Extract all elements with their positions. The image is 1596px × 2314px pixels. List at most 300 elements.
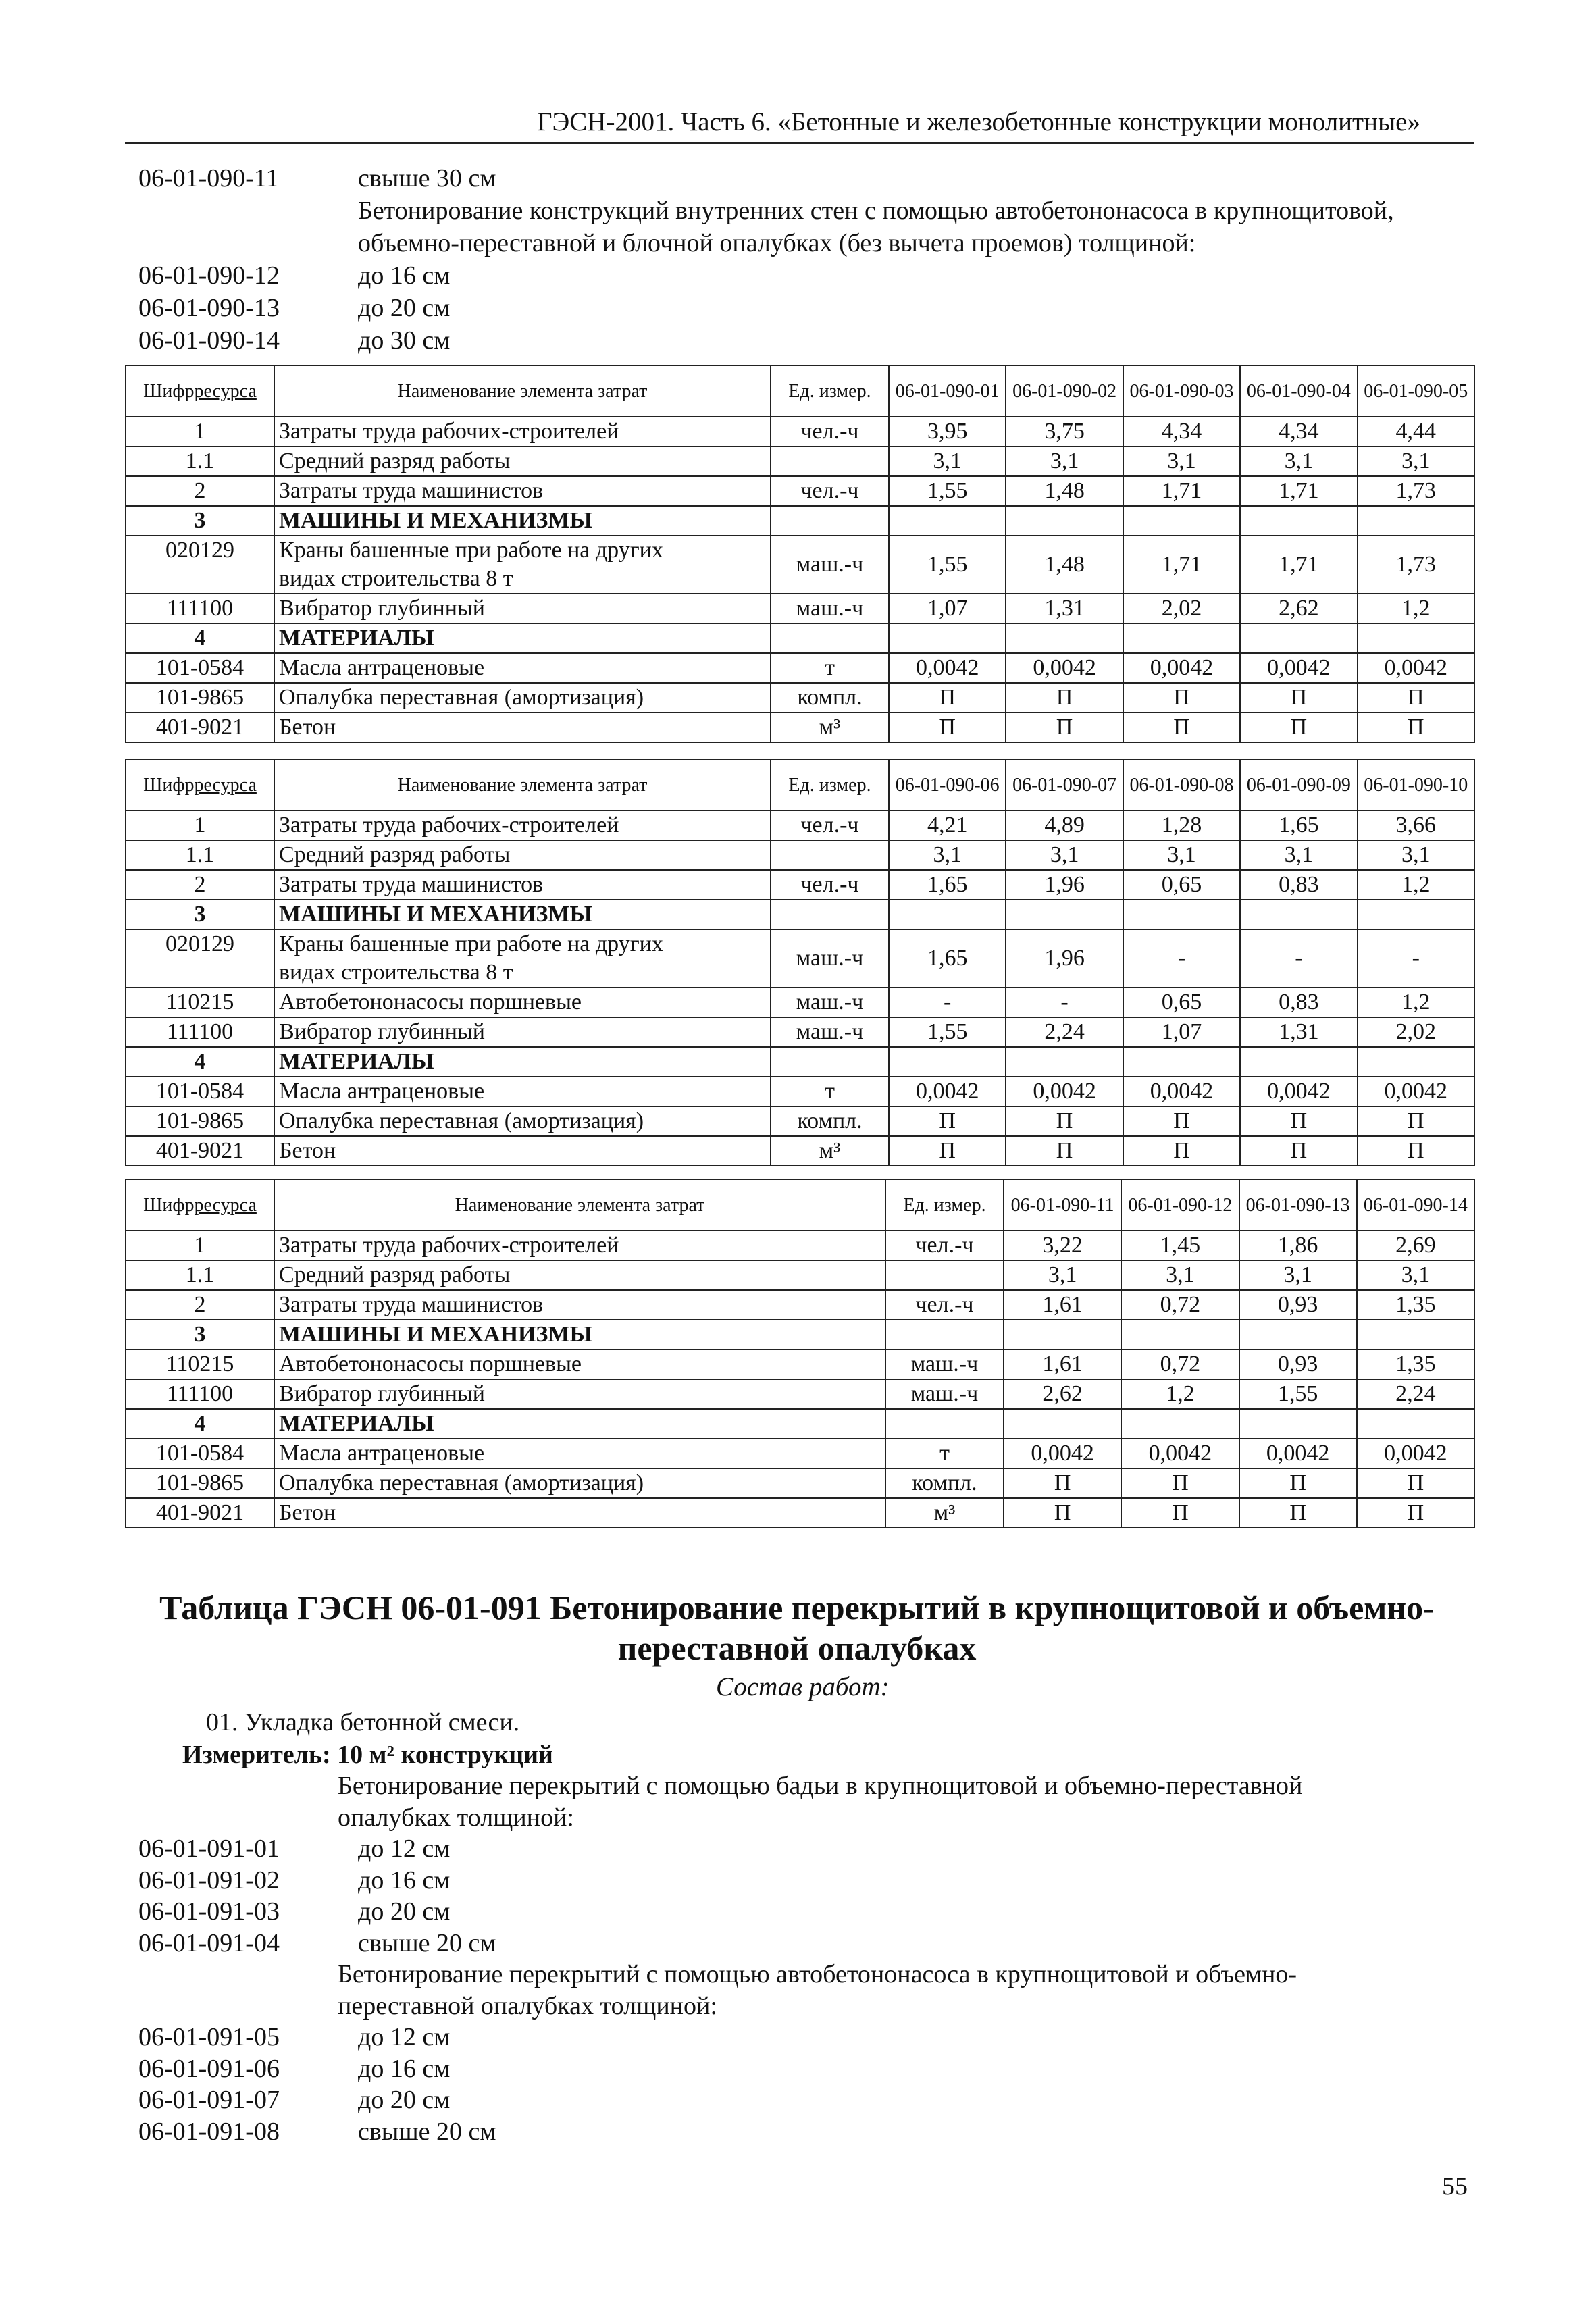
resource-unit: маш.-ч	[771, 987, 889, 1017]
resource-unit	[885, 1409, 1004, 1439]
norm-value: 0,83	[1240, 870, 1357, 900]
table-row	[126, 713, 1474, 742]
resource-name	[274, 653, 771, 683]
resource-code: 401-9021	[126, 1498, 274, 1528]
norm-value	[1123, 623, 1240, 653]
norm-value: 1,45	[1121, 1231, 1239, 1260]
norm-value: 0,0042	[1358, 653, 1474, 683]
item-text: до 30 см	[358, 326, 451, 355]
norm-column-header	[889, 759, 1006, 811]
table-row	[126, 811, 1474, 840]
resource-name	[274, 1349, 885, 1379]
norm-value: 0,0042	[1123, 1077, 1240, 1106]
norm-value: 1,96	[1006, 929, 1123, 987]
norm-column-header	[1240, 365, 1357, 417]
resource-code: 111100	[126, 1017, 274, 1047]
norm-value	[1240, 623, 1357, 653]
resource-unit: маш.-ч	[771, 594, 889, 623]
resource-name	[274, 929, 771, 987]
norm-value: 2,69	[1357, 1231, 1474, 1260]
norm-value: 1,31	[1240, 1017, 1357, 1047]
resource-name-line-1: Средний разряд работы	[279, 842, 511, 867]
norm-value: П	[1006, 1136, 1123, 1166]
work-step: 01. Укладка бетонной смеси.	[206, 1708, 520, 1737]
resource-code: 401-9021	[126, 713, 274, 742]
norm-value	[1121, 1320, 1239, 1349]
resource-name-line-1: Затраты труда машинистов	[279, 478, 544, 503]
norm-value: П	[889, 1106, 1006, 1136]
resource-name-line-1: Вибратор глубинный	[279, 1381, 485, 1406]
norm-value: 0,0042	[1006, 653, 1123, 683]
norm-column-header	[1357, 1179, 1474, 1231]
norm-value: П	[1006, 683, 1123, 713]
norm-value: 1,73	[1358, 536, 1474, 594]
norm-value	[1358, 900, 1474, 929]
norm-value: 1,71	[1123, 476, 1240, 506]
table-row	[126, 417, 1474, 446]
resource-name-line-1: МАТЕРИАЛЫ	[279, 1411, 434, 1436]
norm-value: -	[1240, 929, 1357, 987]
norm-value: 0,65	[1123, 870, 1240, 900]
resource-code: 3	[126, 900, 274, 929]
resource-name	[274, 1260, 885, 1290]
resource-name-line-1: МАШИНЫ И МЕХАНИЗМЫ	[279, 902, 592, 927]
section-title	[138, 1587, 1456, 1668]
norm-value: 0,0042	[1121, 1439, 1239, 1468]
resource-name	[274, 900, 771, 929]
norm-value: 1,07	[889, 594, 1006, 623]
item-text: свыше 20 см	[358, 1928, 496, 1957]
norm-value: 1,71	[1240, 536, 1357, 594]
norm-value: 0,0042	[1004, 1439, 1121, 1468]
table-row	[126, 623, 1474, 653]
table-row	[126, 1231, 1474, 1260]
resource-unit: компл.	[771, 683, 889, 713]
norm-value	[1004, 1320, 1121, 1349]
header-row	[126, 1179, 1474, 1231]
norm-value: 4,89	[1006, 811, 1123, 840]
item-code: 06-01-091-06	[138, 2054, 280, 2083]
norm-value	[1239, 1409, 1357, 1439]
norm-value: -	[889, 987, 1006, 1017]
norm-column-header	[1123, 759, 1240, 811]
norm-value: -	[1123, 929, 1240, 987]
resource-table-3	[125, 1179, 1475, 1528]
norm-value: 4,34	[1123, 417, 1240, 446]
norm-value: 0,93	[1239, 1349, 1357, 1379]
norm-value	[1358, 1047, 1474, 1077]
table-row	[126, 1349, 1474, 1379]
item-text: Бетонирование перекрытий с помощью автобетононасоса в крупнощитовой и объемно-	[338, 1960, 1297, 1988]
item-code: 06-01-090-14	[138, 326, 280, 355]
table-row	[126, 1290, 1474, 1320]
resource-unit: маш.-ч	[771, 929, 889, 987]
resource-name	[274, 1136, 771, 1166]
norm-value: 0,83	[1240, 987, 1357, 1017]
norm-value	[1357, 1409, 1474, 1439]
norm-value: 1,61	[1004, 1290, 1121, 1320]
norm-value: П	[1121, 1498, 1239, 1528]
resource-name	[274, 446, 771, 476]
resource-name-line-1: Средний разряд работы	[279, 1262, 511, 1287]
norm-value: 0,0042	[1006, 1077, 1123, 1106]
norm-value: 3,1	[1358, 446, 1474, 476]
norm-value: П	[1121, 1468, 1239, 1498]
resource-code: 3	[126, 506, 274, 536]
norm-value: 3,1	[1358, 840, 1474, 870]
cipher-header	[126, 759, 274, 811]
name-header: Наименование элемента затрат	[274, 1179, 885, 1231]
norm-value: 4,21	[889, 811, 1006, 840]
norm-value: 3,22	[1004, 1231, 1121, 1260]
norm-value: 1,71	[1123, 536, 1240, 594]
resource-name-line-1: Средний разряд работы	[279, 448, 511, 473]
norm-value: 1,35	[1357, 1349, 1474, 1379]
norm-code-part-2: 090-01	[946, 380, 1000, 402]
resource-name	[274, 1106, 771, 1136]
resource-code: 110215	[126, 1349, 274, 1379]
norm-value: -	[1006, 987, 1123, 1017]
norm-value: -	[1358, 929, 1474, 987]
norm-value: 1,2	[1121, 1379, 1239, 1409]
norm-code-part-2: 090-10	[1414, 774, 1468, 796]
norm-code-part-2: 090-04	[1297, 380, 1351, 402]
norm-column-header	[889, 365, 1006, 417]
table-row	[126, 1017, 1474, 1047]
resource-label: ресурса	[194, 380, 257, 402]
resource-code: 101-0584	[126, 1077, 274, 1106]
norm-value: П	[1240, 1106, 1357, 1136]
norm-value: 3,1	[1006, 840, 1123, 870]
norm-value: П	[1240, 1136, 1357, 1166]
norm-value: П	[889, 683, 1006, 713]
norm-value: 2,62	[1240, 594, 1357, 623]
table-row	[126, 1409, 1474, 1439]
resource-code: 4	[126, 1409, 274, 1439]
norm-value	[1121, 1409, 1239, 1439]
resource-name	[274, 1077, 771, 1106]
name-header: Наименование элемента затрат	[274, 365, 771, 417]
resource-name-line-1: Затраты труда рабочих-строителей	[279, 1233, 619, 1258]
resource-code: 020129	[126, 536, 274, 594]
norm-value: П	[1240, 683, 1357, 713]
resource-name	[274, 1290, 885, 1320]
norm-value	[889, 900, 1006, 929]
resource-code: 1.1	[126, 840, 274, 870]
norm-value: 3,1	[889, 446, 1006, 476]
resource-name-line-1: Вибратор глубинный	[279, 1019, 485, 1044]
item-text: до 20 см	[358, 2086, 451, 2114]
norm-value	[1123, 506, 1240, 536]
norm-value	[1240, 900, 1357, 929]
norm-value	[1006, 900, 1123, 929]
item-text: Бетонирование перекрытий с помощью бадьи в крупнощитовой и объемно-переставной	[338, 1772, 1303, 1800]
norm-code-part-1: 06-01-	[1245, 1194, 1297, 1216]
item-text: до 12 см	[358, 2023, 451, 2051]
norm-value	[1357, 1320, 1474, 1349]
resource-code: 1.1	[126, 446, 274, 476]
resource-name	[274, 811, 771, 840]
resource-code: 101-0584	[126, 1439, 274, 1468]
norm-code-part-1: 06-01-	[1010, 1194, 1062, 1216]
norm-value: 0,0042	[1357, 1439, 1474, 1468]
norm-value: 3,1	[1123, 840, 1240, 870]
resource-name-line-1: Бетон	[279, 715, 336, 740]
item-text: до 16 см	[358, 1866, 451, 1895]
norm-code-part-2: 090-11	[1061, 1194, 1114, 1216]
item-text: Бетонирование конструкций внутренних стен с помощью автобетононасоса в крупнощитовой,	[358, 197, 1394, 225]
norm-value: 0,0042	[889, 1077, 1006, 1106]
resource-unit: т	[885, 1439, 1004, 1468]
norm-code-part-2: 090-09	[1297, 774, 1351, 796]
norm-code-part-1: 06-01-	[1012, 380, 1063, 402]
section-title-line-2: переставной опалубках	[617, 1629, 977, 1667]
item-text: до 12 см	[358, 1834, 451, 1863]
item-code: 06-01-091-05	[138, 2023, 280, 2051]
norm-value: 1,35	[1357, 1290, 1474, 1320]
resource-name	[274, 417, 771, 446]
norm-value	[1358, 506, 1474, 536]
norm-column-header	[1358, 365, 1474, 417]
norm-code-part-2: 090-12	[1179, 1194, 1233, 1216]
resource-code: 2	[126, 476, 274, 506]
norm-value: 1,07	[1123, 1017, 1240, 1047]
norm-value: П	[1239, 1468, 1357, 1498]
norm-value	[1123, 1047, 1240, 1077]
table-row	[126, 1379, 1474, 1409]
resource-unit: чел.-ч	[771, 476, 889, 506]
norm-value: 1,55	[889, 536, 1006, 594]
table-row	[126, 536, 1474, 594]
norm-value	[889, 623, 1006, 653]
norm-value: П	[1358, 713, 1474, 742]
resource-unit: чел.-ч	[771, 811, 889, 840]
table-row	[126, 1106, 1474, 1136]
norm-code-part-1: 06-01-	[1129, 774, 1181, 796]
norm-value: 1,73	[1358, 476, 1474, 506]
cipher-label: Шифр	[143, 1194, 195, 1216]
resource-name-line-1: Опалубка переставная (амортизация)	[279, 1108, 644, 1133]
norm-value	[1240, 1047, 1357, 1077]
resource-name	[274, 1047, 771, 1077]
norm-code-part-1: 06-01-	[895, 380, 946, 402]
table-row	[126, 506, 1474, 536]
norm-code-part-2: 090-06	[946, 774, 1000, 796]
unit-header: Ед. измер.	[771, 759, 889, 811]
resource-code: 101-9865	[126, 683, 274, 713]
resource-name	[274, 713, 771, 742]
resource-name-line-1: Краны башенные при работе на других	[279, 538, 663, 563]
resource-name-line-2: видах строительства 8 т	[279, 960, 513, 985]
resource-unit: чел.-ч	[885, 1231, 1004, 1260]
cipher-header	[126, 365, 274, 417]
norm-value: 3,66	[1358, 811, 1474, 840]
resource-code: 4	[126, 1047, 274, 1077]
norm-column-header	[1123, 365, 1240, 417]
resource-name-line-1: МАШИНЫ И МЕХАНИЗМЫ	[279, 1322, 592, 1347]
item-text: объемно-переставной и блочной опалубках (без вычета проемов) толщиной:	[358, 229, 1196, 257]
norm-value: П	[1006, 713, 1123, 742]
table-row	[126, 446, 1474, 476]
norm-value: 1,86	[1239, 1231, 1357, 1260]
norm-code-part-1: 06-01-	[895, 774, 946, 796]
norm-value: 1,55	[889, 1017, 1006, 1047]
norm-value: П	[1357, 1498, 1474, 1528]
item-text: до 16 см	[358, 261, 451, 290]
norm-value: П	[1240, 713, 1357, 742]
resource-name-line-1: Автобетононасосы поршневые	[279, 1352, 582, 1377]
item-code: 06-01-091-08	[138, 2117, 280, 2146]
norm-value: 1,65	[889, 870, 1006, 900]
norm-value: 0,0042	[1239, 1439, 1357, 1468]
resource-code: 110215	[126, 987, 274, 1017]
resource-name-line-1: Масла антраценовые	[279, 1079, 485, 1104]
resource-name-line-1: Затраты труда машинистов	[279, 872, 544, 897]
header-row	[126, 759, 1474, 811]
norm-value: П	[1358, 1136, 1474, 1166]
resource-unit: т	[771, 653, 889, 683]
norm-value: 1,28	[1123, 811, 1240, 840]
norm-value: П	[1123, 1136, 1240, 1166]
resource-name-line-2: видах строительства 8 т	[279, 566, 513, 591]
resource-code: 1	[126, 1231, 274, 1260]
norm-value: 0,72	[1121, 1349, 1239, 1379]
resource-name	[274, 683, 771, 713]
norm-value	[1006, 506, 1123, 536]
norm-value: П	[1358, 1106, 1474, 1136]
norm-value: 3,75	[1006, 417, 1123, 446]
resource-table-1	[125, 365, 1475, 743]
resource-name	[274, 1320, 885, 1349]
resource-unit: м³	[885, 1498, 1004, 1528]
norm-value: 1,2	[1358, 594, 1474, 623]
norm-value: П	[1357, 1468, 1474, 1498]
resource-unit: т	[771, 1077, 889, 1106]
norm-value: 0,93	[1239, 1290, 1357, 1320]
norm-value: 1,48	[1006, 536, 1123, 594]
norm-value: П	[1123, 713, 1240, 742]
resource-name-line-1: МАТЕРИАЛЫ	[279, 625, 434, 650]
resource-name-line-1: Краны башенные при работе на других	[279, 931, 663, 956]
table-row	[126, 476, 1474, 506]
resource-unit	[771, 840, 889, 870]
table-row	[126, 1260, 1474, 1290]
norm-code-part-1: 06-01-	[1012, 774, 1063, 796]
norm-value: 3,1	[1240, 840, 1357, 870]
norm-code-part-1: 06-01-	[1364, 380, 1414, 402]
resource-unit	[885, 1320, 1004, 1349]
norm-column-header	[1240, 759, 1357, 811]
resource-unit	[771, 623, 889, 653]
norm-value: 0,0042	[1240, 1077, 1357, 1106]
item-text: опалубках толщиной:	[338, 1803, 574, 1832]
unit-header: Ед. измер.	[771, 365, 889, 417]
norm-code-part-2: 090-13	[1296, 1194, 1350, 1216]
norm-value: 3,1	[1240, 446, 1357, 476]
table-row	[126, 1047, 1474, 1077]
resource-table-2	[125, 759, 1475, 1166]
norm-value: П	[1239, 1498, 1357, 1528]
norm-value: П	[889, 1136, 1006, 1166]
norm-column-header	[1004, 1179, 1121, 1231]
norm-code-part-1: 06-01-	[1246, 774, 1297, 796]
item-code: 06-01-091-04	[138, 1928, 280, 1957]
resource-unit: чел.-ч	[885, 1290, 1004, 1320]
resource-name	[274, 476, 771, 506]
resource-label: ресурса	[194, 1194, 257, 1216]
item-text: переставной опалубках толщиной:	[338, 1991, 717, 2020]
resource-unit	[771, 1047, 889, 1077]
resource-unit: м³	[771, 713, 889, 742]
norm-code-part-2: 090-14	[1414, 1194, 1468, 1216]
resource-code: 2	[126, 1290, 274, 1320]
norm-value: 1,65	[889, 929, 1006, 987]
resource-code: 1	[126, 417, 274, 446]
table-row	[126, 1468, 1474, 1498]
norm-value: П	[1358, 683, 1474, 713]
resource-unit: чел.-ч	[771, 417, 889, 446]
norm-value: 1,55	[889, 476, 1006, 506]
norm-column-header	[1121, 1179, 1239, 1231]
norm-value: 0,0042	[1240, 653, 1357, 683]
section-title-line-1: Таблица ГЭСН 06-01-091 Бетонирование перекрытий в крупнощитовой и объемно-	[159, 1589, 1435, 1626]
norm-value: 1,31	[1006, 594, 1123, 623]
item-text: свыше 30 см	[358, 164, 496, 192]
resource-name-line-1: Затраты труда рабочих-строителей	[279, 813, 619, 838]
norm-column-header	[1006, 365, 1123, 417]
resource-unit: м³	[771, 1136, 889, 1166]
table-row	[126, 840, 1474, 870]
norm-value: 1,2	[1358, 870, 1474, 900]
norm-value: П	[1123, 683, 1240, 713]
measure-unit: Измеритель: 10 м² конструкций	[182, 1741, 553, 1769]
resource-name-line-1: Опалубка переставная (амортизация)	[279, 685, 644, 710]
resource-name	[274, 1498, 885, 1528]
resource-unit	[771, 506, 889, 536]
norm-value: 2,02	[1123, 594, 1240, 623]
table-row	[126, 870, 1474, 900]
table-row	[126, 594, 1474, 623]
norm-value: 3,1	[1006, 446, 1123, 476]
resource-code: 101-0584	[126, 653, 274, 683]
table-row	[126, 653, 1474, 683]
resource-name	[274, 1017, 771, 1047]
norm-value: 0,72	[1121, 1290, 1239, 1320]
resource-unit: чел.-ч	[771, 870, 889, 900]
norm-value: П	[889, 713, 1006, 742]
resource-unit: компл.	[885, 1468, 1004, 1498]
resource-code: 3	[126, 1320, 274, 1349]
item-text: до 20 см	[358, 1897, 451, 1926]
norm-value: 0,0042	[889, 653, 1006, 683]
resource-code: 111100	[126, 594, 274, 623]
norm-value: 1,96	[1006, 870, 1123, 900]
resource-name	[274, 1379, 885, 1409]
resource-unit: маш.-ч	[771, 1017, 889, 1047]
norm-value: 3,1	[1123, 446, 1240, 476]
cipher-label: Шифр	[143, 380, 195, 402]
resource-unit: маш.-ч	[771, 536, 889, 594]
item-code: 06-01-091-03	[138, 1897, 280, 1926]
norm-column-header	[1006, 759, 1123, 811]
resource-name	[274, 1439, 885, 1468]
resource-unit	[885, 1260, 1004, 1290]
table-row	[126, 900, 1474, 929]
norm-code-part-1: 06-01-	[1363, 1194, 1414, 1216]
norm-value: 1,2	[1358, 987, 1474, 1017]
norm-value: П	[1006, 1106, 1123, 1136]
table-row	[126, 1320, 1474, 1349]
